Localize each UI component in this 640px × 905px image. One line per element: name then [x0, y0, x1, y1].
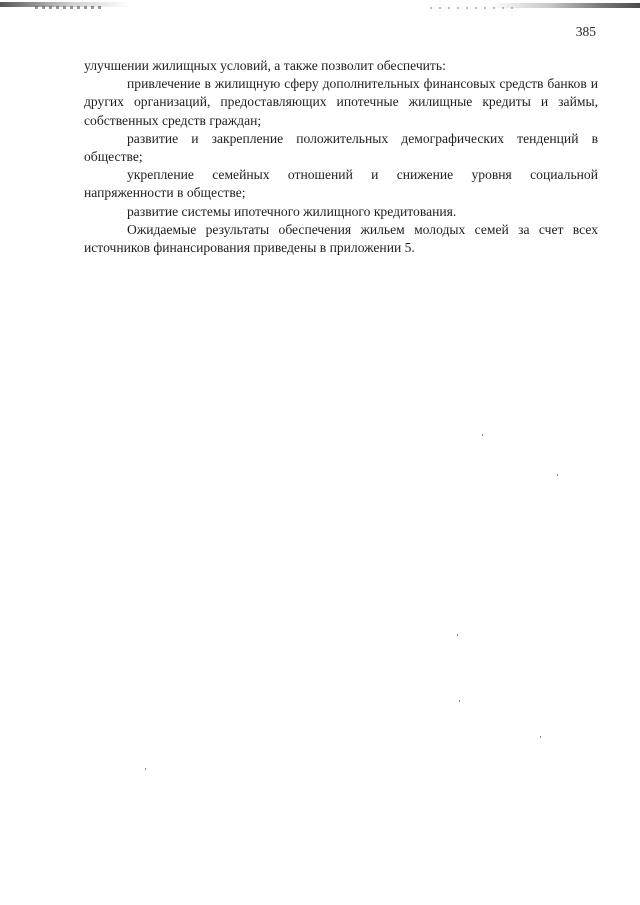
paragraph-mortgage-system: развитие системы ипотечного жилищного кредитования. — [127, 203, 457, 219]
scan-edge-top-left-noise — [35, 6, 105, 9]
paragraph-expected-results: Ожидаемые результаты обеспечения жильем молодых семей за счет всех источников финансирования приведены в приложении 5. — [84, 221, 598, 256]
paragraph-continuation: улучшении жилищных условий, а также позволит обеспечить: — [84, 58, 446, 73]
paragraph-financing: привлечение в жилищную сферу дополнительных финансовых средств банков и других организаций, предоставляющих ипотечные жилищные кредиты и займы, собственных средств граждан; — [84, 76, 598, 128]
page-number: 385 — [575, 24, 596, 39]
scan-edge-top-right-noise — [430, 7, 520, 9]
scan-speck — [457, 634, 458, 636]
scan-speck — [482, 434, 483, 436]
scan-speck — [459, 700, 460, 702]
scan-speck — [540, 736, 541, 738]
document-body — [84, 57, 598, 257]
paragraph-family-relations: укрепление семейных отношений и снижение уровня социальной напряженности в обществе; — [84, 167, 598, 201]
paragraph-demographics: развитие и закрепление положительных демографических тенденций в обществе; — [84, 130, 598, 165]
scan-speck — [557, 474, 558, 476]
scan-speck — [145, 768, 146, 770]
